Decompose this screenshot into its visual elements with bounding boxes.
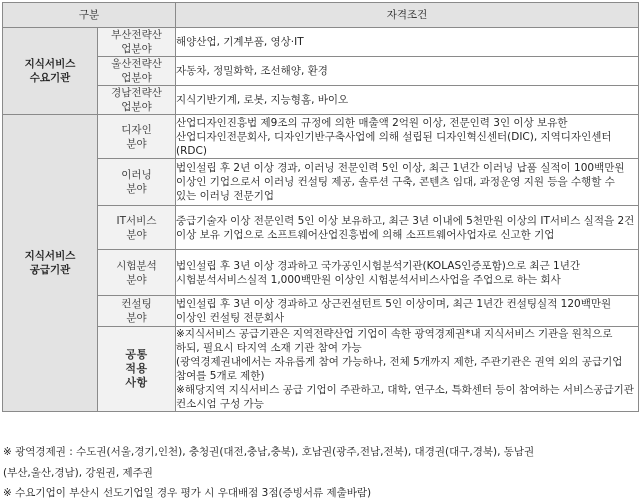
subcategory-cell: 울산전략산 업분야 <box>98 57 176 86</box>
table-row <box>3 296 639 327</box>
condition-cell: 법인설립 후 2년 이상 경과, 이러닝 전문인력 5인 이상, 최근 1년간 이러닝 납품 실적이 100백만원 이상인 기업으로서 이러닝 컨설팅 제공, 솔루션 구축, 콘텐츠 임대, 과정운영 지원 등을 수행할 수 있는 이러닝 전문기업 <box>176 159 639 206</box>
condition-cell: 자동차, 정밀화학, 조선해양, 환경 <box>176 57 639 86</box>
subcategory-cell: 컨설팅 분야 <box>98 296 176 327</box>
footnotes <box>3 442 637 504</box>
category-cell: 지식서비스 공급기관 <box>3 115 98 412</box>
table-row <box>3 28 639 57</box>
qualification-table <box>2 2 639 412</box>
subcategory-cell: 공통 적용 사항 <box>98 327 176 412</box>
subcategory-cell: IT서비스 분야 <box>98 206 176 250</box>
condition-cell: 지식기반기계, 로봇, 지능형홈, 바이오 <box>176 86 639 115</box>
footnote-line: ※ 광역경제권 : 수도권(서울,경기,인천), 충청권(대전,충남,충북), 호남권(광주,전남,전북), 대경권(대구,경북), 동남권 <box>3 446 535 458</box>
condition-cell: 중급기술자 이상 전문인력 5인 이상 보유하고, 최근 3년 이내에 5천만원 이상의 IT서비스 실적을 2건 이상 보유 기업으로 소프트웨어산업진흥법에 의해 소프트웨어사업자로 신고한 기업 <box>176 206 639 250</box>
table-row <box>3 57 639 86</box>
subcategory-cell: 이러닝 분야 <box>98 159 176 206</box>
table-row <box>3 115 639 159</box>
subcategory-cell: 경남전략산 업분야 <box>98 86 176 115</box>
table-row <box>3 250 639 296</box>
header-condition: 자격조건 <box>176 3 639 28</box>
footnote-line: (부산,울산,경남), 강원권, 제주권 <box>3 466 153 479</box>
table-row <box>3 327 639 412</box>
footnote-line: ※ 수요기업이 부산시 선도기업일 경우 평가 시 우대배점 3점(증빙서류 제출바람) <box>3 487 372 499</box>
header-category: 구분 <box>3 3 176 28</box>
table-row <box>3 159 639 206</box>
condition-cell: 법인설립 후 3년 이상 경과하고 상근컨설턴트 5인 이상이며, 최근 1년간 컨설팅실적 120백만원 이상인 컨설팅 전문회사 <box>176 296 639 327</box>
condition-cell: 산업디자인진흥법 제9조의 규정에 의한 매출액 2억원 이상, 전문인력 3인 이상 보유한 산업디자인전문회사, 디자인기반구축사업에 의해 설립된 디자인혁신센터(DIC), 지역디자인센터(RDC) <box>176 115 639 159</box>
subcategory-cell: 부산전략산 업분야 <box>98 28 176 57</box>
condition-cell: 법인설립 후 3년 이상 경과하고 국가공인시험분석기관(KOLAS인증포함)으로 최근 1년간 시험분석서비스실적 1,000백만원 이상인 시험분석서비스사업을 주업으로 하는 회사 <box>176 250 639 296</box>
category-cell: 지식서비스 수요기관 <box>3 28 98 115</box>
table-header-row <box>3 3 639 28</box>
subcategory-cell: 시험분석 분야 <box>98 250 176 296</box>
condition-cell: ※지식서비스 공급기관은 지역전략산업 기업이 속한 광역경제권*내 지식서비스 기관을 원칙으로 하되, 필요시 타지역 소재 기관 참여 가능 (광역경제권내에서는 자유롭게 참여 가능하나, 전체 5개까지 제한, 주관기관은 권역 외의 공급기업 참여를 5개로 제한) ※해당지역 지식서비스 공급 기업이 주관하고, 대학, 연구소, 특화센터 등이 참여하는 서비스공급기관 컨소시엄 구성 가능 <box>176 327 639 412</box>
table-row <box>3 86 639 115</box>
table-row <box>3 206 639 250</box>
subcategory-cell: 디자인 분야 <box>98 115 176 159</box>
condition-cell: 해양산업, 기계부품, 영상·IT <box>176 28 639 57</box>
table-body <box>3 28 639 412</box>
